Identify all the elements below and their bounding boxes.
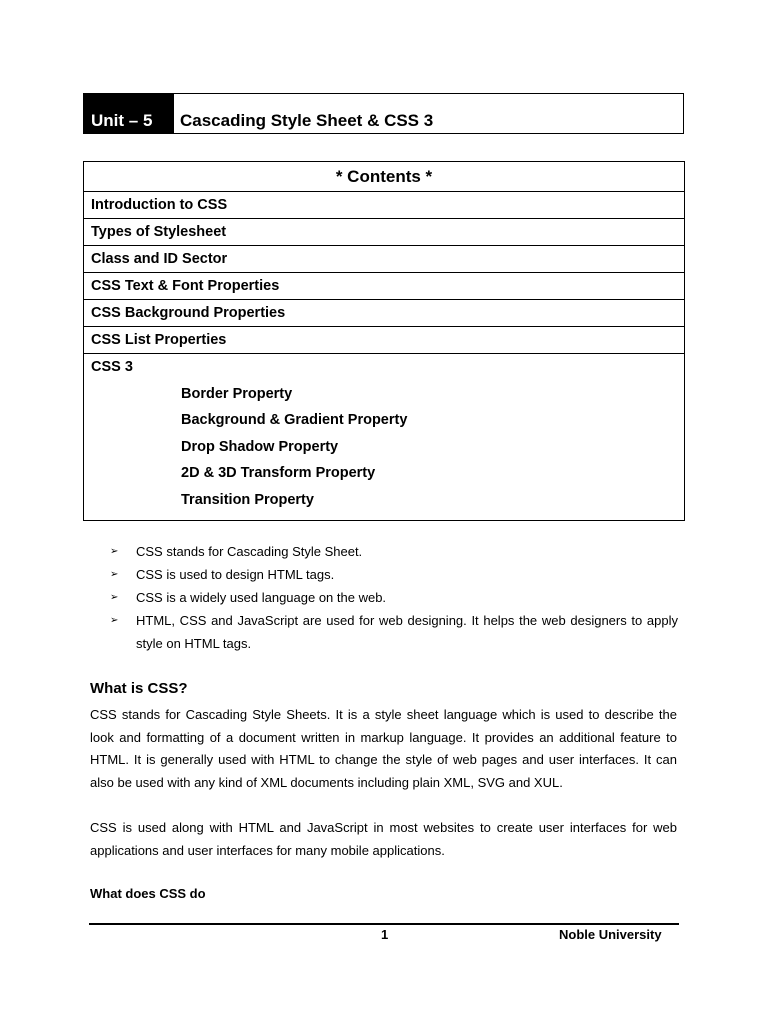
arrow-bullet-icon: ➢ — [110, 615, 119, 626]
contents-item: CSS Background Properties — [84, 300, 685, 327]
university-name: Noble University — [559, 927, 662, 942]
css3-subitem: Background & Gradient Property — [181, 412, 408, 429]
contents-heading: * Contents * — [84, 162, 685, 192]
css-usage-paragraph: CSS is used along with HTML and JavaScript in most websites to create user interfaces for web applications and user interfaces for many mobile applications. — [90, 820, 677, 858]
unit-header — [83, 93, 684, 134]
bullet-item: ➢ CSS is used to design HTML tags. — [110, 563, 678, 586]
bullet-item: ➢ CSS is a widely used language on the web. — [110, 586, 678, 609]
contents-item: Introduction to CSS — [84, 192, 685, 219]
bullet-item: ➢ HTML, CSS and JavaScript are used for web designing. It helps the web designers to apply style on HTML tags. — [110, 609, 678, 655]
contents-item: Types of Stylesheet — [84, 219, 685, 246]
footer-divider — [89, 923, 679, 925]
arrow-bullet-icon: ➢ — [110, 592, 119, 603]
contents-item: CSS Text & Font Properties — [84, 273, 685, 300]
bullet-item: ➢ CSS stands for Cascading Style Sheet. — [110, 540, 678, 563]
contents-css3 — [84, 354, 685, 521]
css3-subitem: Border Property — [181, 385, 293, 402]
what-is-css-heading: What is CSS? — [90, 680, 188, 697]
arrow-bullet-icon: ➢ — [110, 569, 119, 580]
css3-subitem: 2D & 3D Transform Property — [181, 465, 376, 482]
what-does-css-do-heading: What does CSS do — [90, 886, 206, 901]
what-is-css-paragraph: CSS stands for Cascading Style Sheets. It is a style sheet language which is used to describe the look and formatting of a document written in markup language. It provides an additional feature to HTML. It is generally used with HTML to change the style of web pages and user interfaces. It can also be used with any kind of XML documents including plain XML, SVG and XUL. — [90, 707, 677, 790]
bullet-list — [110, 540, 678, 655]
unit-title: Cascading Style Sheet & CSS 3 — [180, 111, 434, 130]
css3-subitem: Transition Property — [181, 491, 314, 508]
unit-label: Unit – 5 — [84, 94, 174, 133]
contents-item: CSS List Properties — [84, 327, 685, 354]
arrow-bullet-icon: ➢ — [110, 546, 119, 557]
css3-subitem: Drop Shadow Property — [181, 438, 339, 455]
contents-item: Class and ID Sector — [84, 246, 685, 273]
page-number: 1 — [381, 927, 389, 942]
contents-table — [83, 161, 685, 521]
css3-label: CSS 3 — [91, 359, 133, 375]
